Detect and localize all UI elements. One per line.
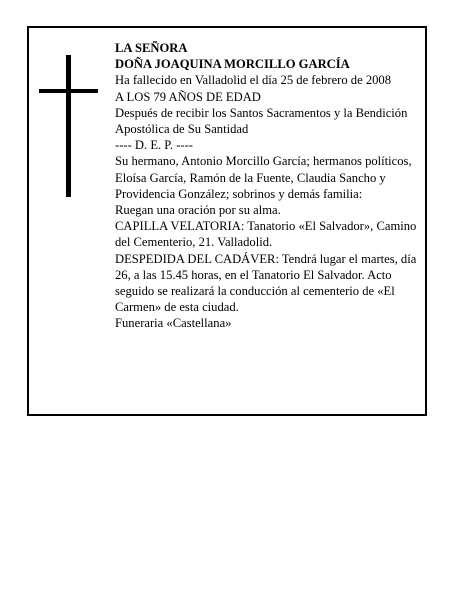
heading-title: LA SEÑORA: [115, 41, 188, 55]
prayer-line: Ruegan una oración por su alma.: [115, 203, 281, 218]
funeral-home-line: Funeraria «Castellana»: [115, 316, 232, 331]
death-info: Ha fallecido en Valladolid el día 25 de febrero de 2008: [115, 73, 392, 88]
farewell-line: DESPEDIDA DEL CADÁVER: Tendrá lugar el martes, día 26, a las 15.45 horas, en el Tanatorio El Salvador. Acto seguido se realizará la conducción al cementerio de «El Carmen» de esta ciudad.: [115, 251, 417, 315]
age-line: A LOS 79 AÑOS DE EDAD: [115, 89, 261, 104]
deceased-name: DOÑA JOAQUINA MORCILLO GARCÍA: [115, 57, 350, 72]
family-line: Su hermano, Antonio Morcillo García; hermanos políticos, Eloísa García, Ramón de la Fuente, Claudia Sancho y Providencia González; sobrinos y demás familia:: [115, 154, 412, 201]
chapel-line: CAPILLA VELATORIA: Tanatorio «El Salvador», Camino del Cementerio, 21. Valladolid.: [115, 219, 417, 250]
sacraments-line: Después de recibir los Santos Sacramentos y la Bendición Apostólica de Su Santidad: [115, 105, 408, 137]
rip-line: ---- D. E. P. ----: [115, 138, 193, 153]
obituary-text: [115, 40, 420, 332]
cross-vertical-bar: [66, 55, 71, 197]
cross-horizontal-bar: [39, 89, 98, 93]
obituary-notice: [27, 26, 427, 416]
